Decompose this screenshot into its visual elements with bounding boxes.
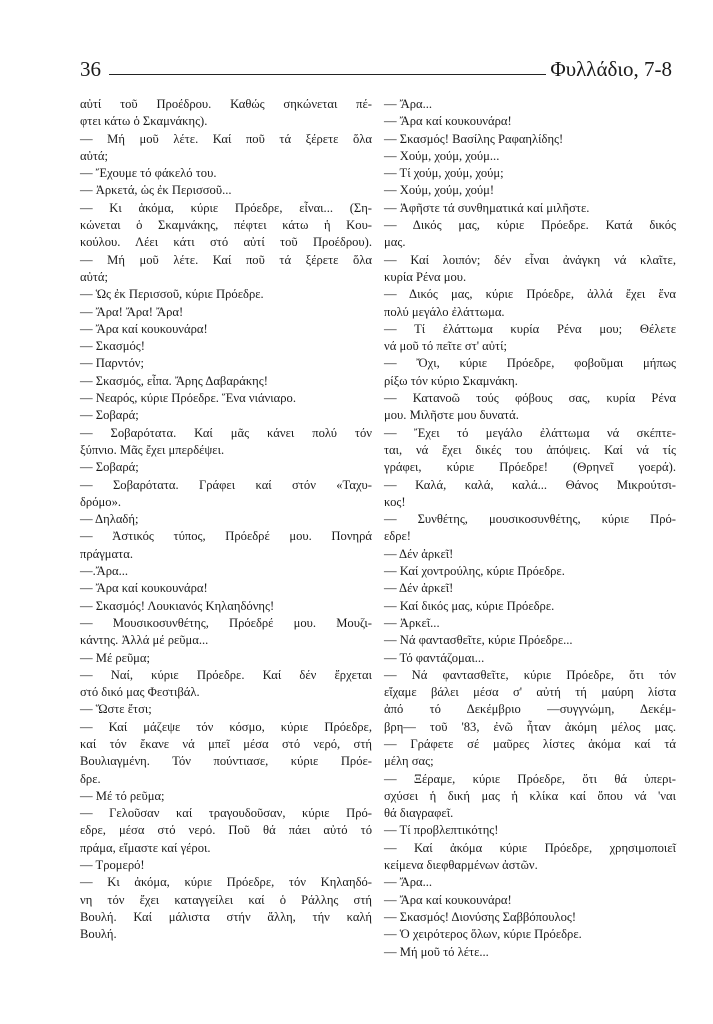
text-line: — Ὡς ἐκ Περισσοῦ, κύριε Πρόεδρε.: [80, 287, 264, 302]
text-line: — Κι ἀκόμα, κύριε Πρόεδρε, εἶναι... (Ση-: [80, 200, 372, 215]
text-line: — Δέν ἀρκεῖ!: [384, 546, 454, 561]
text-line: — Ἀστικός τύπος, Πρόεδρέ μου. Πονηρά: [80, 529, 372, 544]
text-line: μέλη σας;: [384, 754, 434, 769]
text-line: κυρία Ρένα μου.: [384, 269, 467, 284]
text-line: — Σκασμός! Βασίλης Ραφαηλίδης!: [384, 131, 564, 146]
text-line: — Νεαρός, κύριε Πρόεδρε. Ἕνα νιάνιαρο.: [80, 391, 296, 406]
text-line: — Ἀρκετά, ὡς ἐκ Περισσοῦ...: [80, 183, 232, 198]
text-line: μου. Μιλῆστε μου δυνατά.: [384, 408, 519, 423]
text-line: — Σκασμός! Λουκιανός Κηλαηδόνης!: [80, 598, 275, 613]
text-line: — Μή μοῦ λέτε. Καί ποῦ τά ξέρετε ὅλα: [80, 252, 372, 267]
text-line: — Ἀρκεῖ...: [384, 615, 440, 630]
text-line: ἀπό τό Δεκέμβριο —συγγνώμη, Δεκέμ-: [384, 702, 676, 717]
text-line: δρε.: [80, 771, 101, 786]
text-line: — Ἄρα! Ἄρα! Ἄρα!: [80, 304, 184, 319]
text-line: εδρε, μέσα στό νερό. Ποῦ θά πάει αὐτό τό: [80, 823, 372, 838]
right-text-column: [384, 96, 676, 961]
text-line: πράγματα.: [80, 546, 133, 561]
text-line: — Χούμ, χούμ, χούμ...: [384, 148, 500, 163]
text-line: — Μέ ρεῦμα;: [80, 650, 151, 665]
text-line: πράμα, εἴμαστε καί γέροι.: [80, 840, 211, 855]
text-line: — Δηλαδή;: [80, 512, 139, 527]
text-line: — Ξέραμε, κύριε Πρόεδρε, ὅτι θά ὑπερι-: [384, 771, 676, 786]
text-line: — Δικός μας, κύριε Πρόεδρε, ἀλλά ἔχει ἕνα: [384, 287, 676, 302]
text-line: — Ἔχουμε τό φάκελό του.: [80, 166, 217, 181]
text-line: κος!: [384, 494, 406, 509]
text-line: — Τί χούμ, χούμ, χούμ;: [384, 166, 504, 181]
text-line: Βουλή.: [80, 927, 117, 942]
text-line: — Δικός μας, κύριε Πρόεδρε. Κατά δικός: [384, 218, 676, 233]
text-line: — Ναί, κύριε Πρόεδρε. Καί δέν ἔρχεται: [80, 667, 372, 682]
text-line: στό δικό μας Φεστιβάλ.: [80, 685, 200, 700]
text-line: — Κατανοῶ τούς φόβους σας, κυρία Ρένα: [384, 391, 676, 406]
text-line: — Μέ τό ρεῦμα;: [80, 788, 165, 803]
text-line: — Κι ἀκόμα, κύριε Πρόεδρε, τόν Κηλαηδό-: [80, 875, 372, 890]
text-line: — Γελοῦσαν καί τραγουδοῦσαν, κύριε Πρό-: [80, 806, 372, 821]
text-line: — Σκασμός, εἶπα. Ἄρης Δαβαράκης!: [80, 373, 268, 388]
text-line: κάντης. Ἀλλά μέ ρεῦμα...: [80, 633, 209, 648]
left-text-column: [80, 96, 372, 944]
text-line: — Τί προβλεπτικότης!: [384, 823, 499, 838]
text-line: — Χούμ, χούμ, χούμ!: [384, 183, 495, 198]
text-line: — Μή μοῦ τό λέτε...: [384, 944, 489, 959]
text-line: — Μή μοῦ λέτε. Καί ποῦ τά ξέρετε ὅλα: [80, 131, 372, 146]
text-line: — Ἄρα καί κουκουνάρα!: [80, 321, 208, 336]
text-line: θά διαγραφεῖ.: [384, 806, 454, 821]
text-line: — Σκασμός! Διονύσης Σαββόπουλος!: [384, 909, 577, 924]
text-line: — Ἔχει τό μεγάλο ἐλάττωμα νά σκέπτε-: [384, 425, 676, 440]
text-line: — Σοβαρότατα. Γράφει καί στόν «Ταχυ-: [80, 477, 372, 492]
text-line: δρόμο».: [80, 494, 122, 509]
text-line: — Νά φαντασθεῖτε, κύριε Πρόεδρε...: [384, 633, 573, 648]
text-line: μας.: [384, 235, 406, 250]
text-line: νη τόν ἔχει καταγγείλει καί ὁ Ράλλης στή: [80, 892, 372, 907]
text-line: — Ἄρα καί κουκουνάρα!: [384, 892, 512, 907]
text-line: καί τόν ἔκανε νά μπεῖ μέσα στό νερό, στή: [80, 736, 372, 751]
text-line: — Καί λοιπόν; δέν εἶναι ἀνάγκη νά κλαῖτε,: [384, 252, 676, 267]
text-line: αὐτά;: [80, 148, 108, 163]
text-line: — Ἄρα...: [384, 875, 433, 890]
text-line: Βουλή. Καί μάλιστα στήν ἄλλη, τήν καλή: [80, 909, 372, 924]
text-line: —.Ἄρα...: [80, 564, 129, 579]
page-number: 36: [80, 57, 101, 81]
text-line: — Σοβαρά;: [80, 408, 139, 423]
text-line: — Καί ἀκόμα κύριε Πρόεδρε, χρησιμοποιεῖ: [384, 840, 676, 855]
text-line: ξύπνιο. Μᾶς ἔχει μπερδέψει.: [80, 442, 225, 457]
text-line: — Σκασμός!: [80, 339, 145, 354]
text-line: κώνεται ὁ Σκαμνάκης, πέφτει κάτω ἡ Κου-: [80, 218, 372, 233]
text-line: — Ἄρα καί κουκουνάρα!: [384, 114, 512, 129]
text-line: — Νά φαντασθεῖτε, κύριε Πρόεδρε, ὅτι τόν: [384, 667, 676, 682]
text-line: — Ἄρα...: [384, 97, 433, 111]
text-line: — Ἄρα καί κουκουνάρα!: [80, 581, 208, 596]
text-line: βρη— τοῦ '83, ἐνῶ ἦταν ἀκόμη μέλος μας.: [384, 719, 676, 734]
text-line: — Τί ἐλάττωμα κυρία Ρένα μου; Θέλετε: [384, 321, 676, 336]
text-line: — Ἀφῆστε τά συνθηματικά καί μιλῆστε.: [384, 200, 590, 215]
text-line: αὐτά;: [80, 269, 108, 284]
text-line: — Μουσικοσυνθέτης, Πρόεδρέ μου. Μουζι-: [80, 615, 372, 630]
text-line: ται, νά ἔχει δικές του ἀπόψεις. Καί νά τίς: [384, 442, 676, 457]
text-line: — Ὄχι, κύριε Πρόεδρε, φοβοῦμαι μήπως: [384, 356, 676, 371]
running-header: [80, 54, 672, 80]
text-line: εδρε!: [384, 529, 411, 544]
text-line: — Ὁ χειρότερος ὅλων, κύριε Πρόεδρε.: [384, 927, 582, 942]
text-line: — Τρομερό!: [80, 858, 145, 873]
text-line: — Καί δικός μας, κύριε Πρόεδρε.: [384, 598, 555, 613]
text-line: — Καί μάζεψε τόν κόσμο, κύριε Πρόεδρε,: [80, 719, 372, 734]
text-line: πολύ μεγάλο ἐλάττωμα.: [384, 304, 505, 319]
text-line: γράφει, κύριε Πρόεδρε! (Θρηνεῖ γοερά).: [384, 460, 676, 475]
text-line: — Σοβαρότατα. Καί μᾶς κάνει πολύ τόν: [80, 425, 372, 440]
text-line: φτει κάτω ὁ Σκαμνάκης).: [80, 114, 208, 129]
text-line: Βουλιαγμένη. Τόν πούντιασε, κύριε Πρόε-: [80, 754, 372, 769]
text-line: — Συνθέτης, μουσικοσυνθέτης, κύριε Πρό-: [384, 512, 676, 527]
text-line: — Σοβαρά;: [80, 460, 139, 475]
text-line: σχύσει ἡ δική μας ἡ κλίκα καί ὅπου νά 'ναι: [384, 788, 676, 803]
text-line: κούλου. Λέει κάτι στό αὐτί τοῦ Προέδρου).: [80, 235, 372, 250]
text-line: — Παρντόν;: [80, 356, 144, 371]
text-line: — Γράφετε σέ μαῦρες λίστες ἀκόμα καί τά: [384, 736, 676, 751]
text-line: — Τό φαντάζομαι...: [384, 650, 485, 665]
text-line: εἴχαμε βάλει μέσα σ' αὐτή τή μαύρη λίστα: [384, 685, 676, 700]
text-line: — Καλά, καλά, καλά... Θάνος Μικρούτσι-: [384, 477, 676, 492]
text-line: κείμενα διεφθαρμένων ἀστῶν.: [384, 858, 538, 873]
text-line: — Ὥστε ἔτσι;: [80, 702, 152, 717]
text-line: νά μοῦ τό πεῖτε στ' αὐτί;: [384, 339, 507, 354]
running-title: Φυλλάδιο, 7-8: [550, 57, 672, 81]
text-line: ρίξω τόν κύριο Σκαμνάκη.: [384, 373, 518, 388]
text-line: — Καί χοντρούλης, κύριε Πρόεδρε.: [384, 564, 565, 579]
header-rule: [109, 74, 546, 75]
text-line: — Δέν ἀρκεῖ!: [384, 581, 454, 596]
text-line: αὐτί τοῦ Προέδρου. Καθώς σηκώνεται πέ-: [80, 97, 372, 111]
